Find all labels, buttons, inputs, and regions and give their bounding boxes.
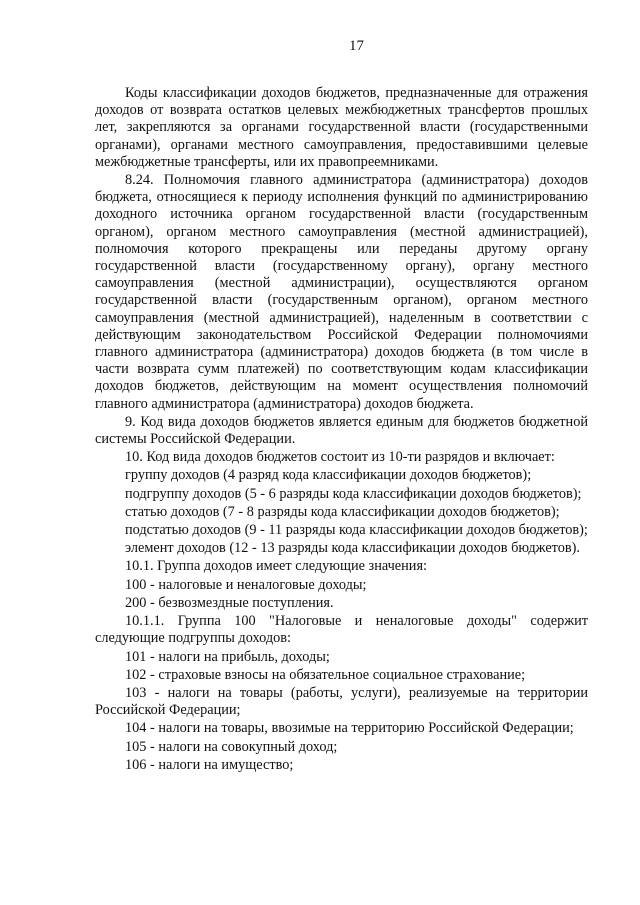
list-item-subgroup-101: 101 - налоги на прибыль, доходы; bbox=[125, 648, 330, 665]
list-item-subgroup-102: 102 - страховые взносы на обязательное социальное страхование; bbox=[125, 666, 526, 683]
paragraph-refund-codes: Коды классификации доходов бюджетов, предназначенные для отражения доходов от возврата остатков целевых межбюджетных трансфертов прошлых лет, закрепляются за органами государственной власти (государственными органами), органами местного самоуправления, предоставившими целевые межбюджетные трансферты, или их правопреемниками. bbox=[95, 85, 588, 170]
paragraph-8-24: 8.24. Полномочия главного администратора (администратора) доходов бюджета, относящиеся к периоду исполнения функций по администрированию доходного источника органом государственной власти (государственным органом), органом местного самоуправления (местной администрацией), полномочия которого прекращены или переданы другому органу государственной власти (государственному органу), органу местного самоуправления (местной администрации), осуществляются органом государственной власти (государственным органом), органом местного самоуправления (местной администрацией), наделенным в соответствии с действующим законодательством Российской Федерации полномочиями главного администратора (администратора) доходов бюджета (в том числе в части возврата сумм платежей) по соответствующим кодам классификации доходов бюджетов, действующим на момент осуществления полномочий главного администратора (администратора) доходов бюджета. bbox=[95, 172, 588, 412]
list-item-subgroup-105: 105 - налоги на совокупный доход; bbox=[125, 738, 338, 755]
list-item-income-group: группу доходов (4 разряд кода классификации доходов бюджетов); bbox=[125, 467, 532, 484]
paragraph-10-1-1: 10.1.1. Группа 100 "Налоговые и неналоговые доходы" содержит следующие подгруппы доходов: bbox=[95, 613, 588, 647]
list-item-subgroup-104: 104 - налоги на товары, ввозимые на территорию Российской Федерации; bbox=[125, 720, 574, 737]
list-item-income-subgroup: подгруппу доходов (5 - 6 разряды кода классификации доходов бюджетов); bbox=[125, 485, 582, 502]
list-item-income-subarticle: подстатью доходов (9 - 11 разряды кода классификации доходов бюджетов); bbox=[125, 522, 588, 539]
paragraph-9: 9. Код вида доходов бюджетов является единым для бюджетов бюджетной системы Российской Федерации. bbox=[95, 413, 588, 448]
list-item-subgroup-103: 103 - налоги на товары (работы, услуги), реализуемые на территории Российской Федерации; bbox=[95, 684, 588, 719]
paragraph-10: 10. Код вида доходов бюджетов состоит из 10-ти разрядов и включает: bbox=[125, 449, 555, 466]
list-item-group-200: 200 - безвозмездные поступления. bbox=[125, 594, 334, 611]
list-item-subgroup-106: 106 - налоги на имущество; bbox=[125, 756, 294, 773]
list-item-group-100: 100 - налоговые и неналоговые доходы; bbox=[125, 576, 367, 593]
list-item-income-article: статью доходов (7 - 8 разряды кода классификации доходов бюджетов); bbox=[125, 503, 560, 520]
paragraph-10-1: 10.1. Группа доходов имеет следующие значения: bbox=[125, 558, 428, 575]
list-item-income-element: элемент доходов (12 - 13 разряды кода классификации доходов бюджетов). bbox=[125, 540, 580, 557]
document-body bbox=[95, 85, 588, 774]
page-number: 17 bbox=[349, 38, 364, 54]
